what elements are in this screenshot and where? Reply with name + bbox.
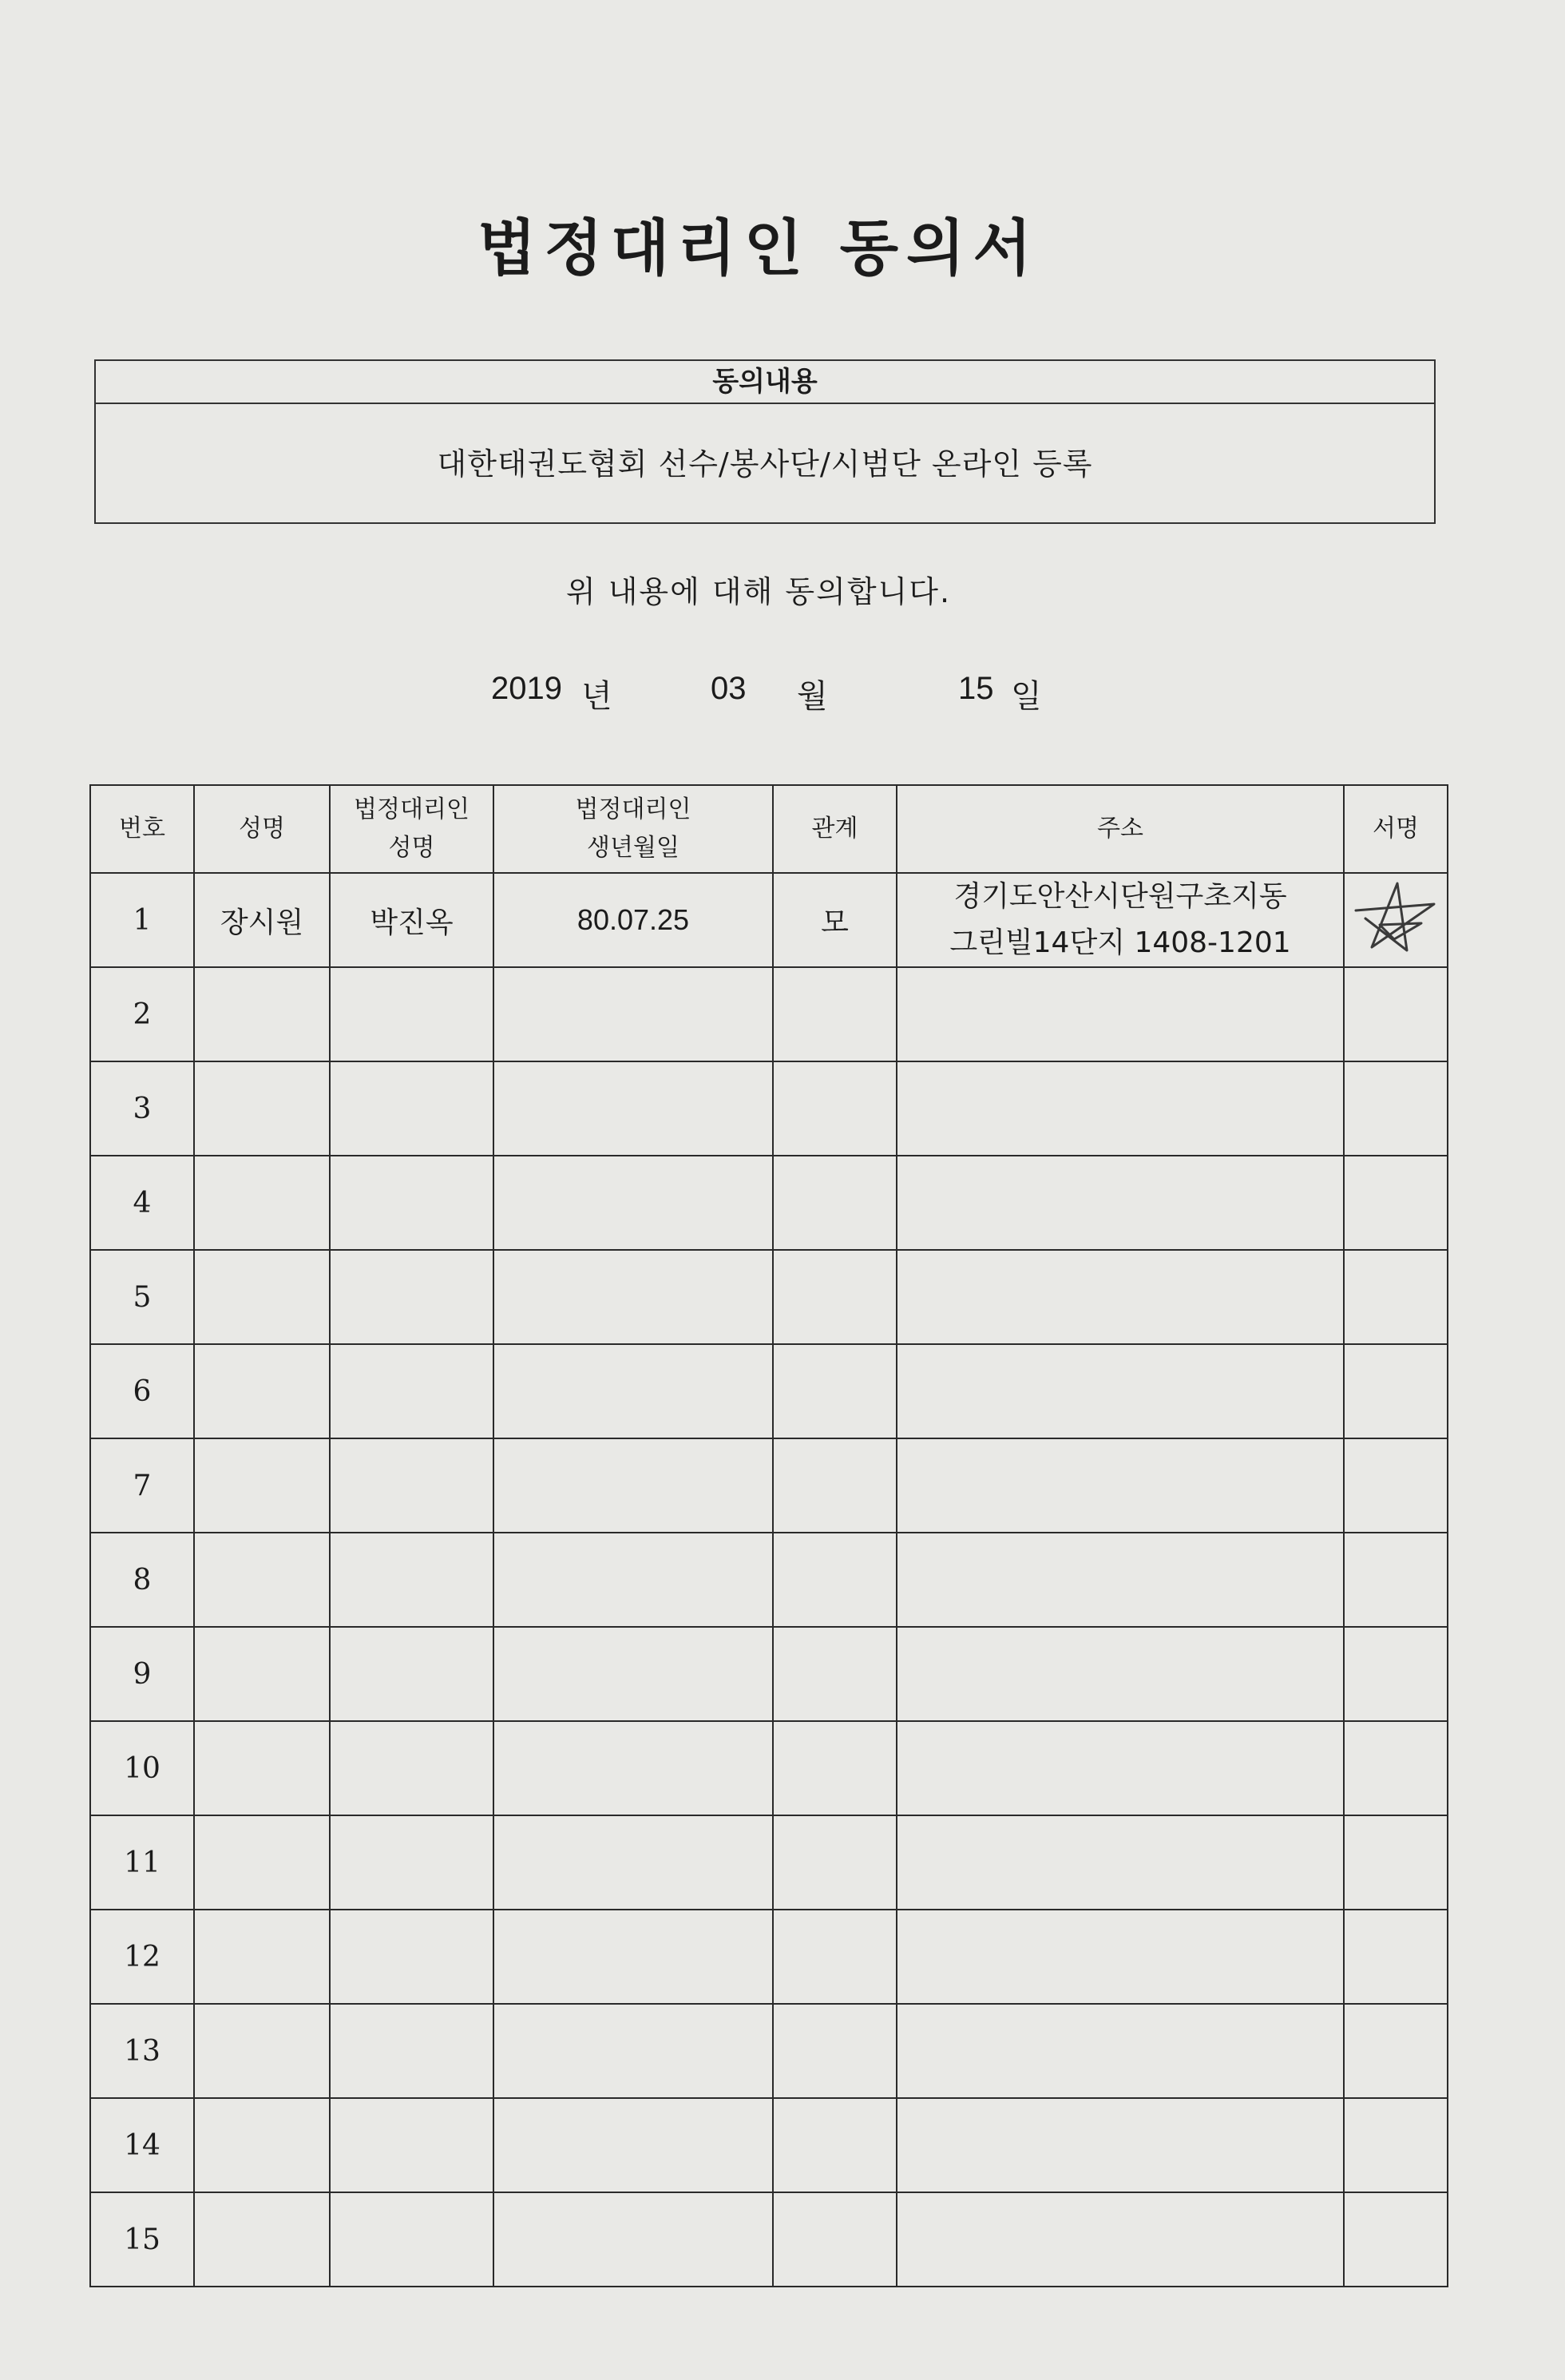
row-guardian-name [330, 1721, 493, 1815]
row-signature [1344, 967, 1448, 1061]
row-signature [1344, 1438, 1448, 1533]
table-header-row [90, 785, 1448, 873]
row-guardian-birth [493, 967, 773, 1061]
row-guardian-birth [493, 1344, 773, 1438]
row-guardian-name [330, 1910, 493, 2004]
header-guardian-name [330, 785, 493, 873]
row-name [194, 1061, 330, 1156]
row-guardian-name [330, 967, 493, 1061]
row-guardian-name [330, 1627, 493, 1721]
header-guardian-birth-line2: 생년월일 [587, 834, 679, 862]
row-address [897, 873, 1344, 967]
row-number: 6 [90, 1344, 194, 1438]
row-signature [1344, 2004, 1448, 2098]
row-guardian-name [330, 1438, 493, 1533]
row-address [897, 1156, 1344, 1250]
row-number: 4 [90, 1156, 194, 1250]
row-address [897, 2192, 1344, 2287]
row-address [897, 2098, 1344, 2192]
row-relation [773, 1438, 897, 1533]
row-number: 15 [90, 2192, 194, 2287]
row-name [194, 1910, 330, 2004]
consent-box [94, 359, 1436, 524]
row-address [897, 1627, 1344, 1721]
row-number: 9 [90, 1627, 194, 1721]
row-relation [773, 1910, 897, 2004]
table-row [90, 1344, 1448, 1438]
header-signature: 서명 [1344, 785, 1448, 873]
date-day: 15 [958, 671, 994, 706]
row-guardian-birth [493, 2098, 773, 2192]
row-relation [773, 1344, 897, 1438]
row-relation [773, 1533, 897, 1627]
row-signature [1344, 1721, 1448, 1815]
row-relation: 모 [773, 873, 897, 967]
header-number: 번호 [90, 785, 194, 873]
date-year-unit: 년 [581, 679, 612, 714]
row-number: 1 [90, 873, 194, 967]
row-guardian-birth [493, 1250, 773, 1344]
row-number: 7 [90, 1438, 194, 1533]
row-relation [773, 1627, 897, 1721]
row-number: 13 [90, 2004, 194, 2098]
header-address: 주소 [897, 785, 1344, 873]
row-guardian-birth [493, 1910, 773, 2004]
header-name: 성명 [194, 785, 330, 873]
row-address-line2: 그린빌14단지 1408-1201 [949, 926, 1291, 959]
row-name [194, 1815, 330, 1910]
row-address [897, 1533, 1344, 1627]
row-signature [1344, 1533, 1448, 1627]
row-relation [773, 2098, 897, 2192]
row-guardian-name [330, 2192, 493, 2287]
row-relation [773, 1250, 897, 1344]
row-guardian-name [330, 1344, 493, 1438]
row-address [897, 1061, 1344, 1156]
row-signature [1344, 1156, 1448, 1250]
date-month: 03 [711, 671, 747, 706]
row-number: 14 [90, 2098, 194, 2192]
row-name [194, 2098, 330, 2192]
consent-content: 대한태권도협회 선수/봉사단/시범단 온라인 등록 [437, 446, 1093, 482]
row-address [897, 2004, 1344, 2098]
date-month-unit: 월 [797, 679, 828, 714]
table-row [90, 1156, 1448, 1250]
row-guardian-birth [493, 1533, 773, 1627]
table-row [90, 1627, 1448, 1721]
row-number: 10 [90, 1721, 194, 1815]
consent-header: 동의내용 [96, 361, 1434, 404]
date-year: 2019 [491, 671, 562, 706]
table-row [90, 2192, 1448, 2287]
row-signature [1344, 1061, 1448, 1156]
row-relation [773, 1721, 897, 1815]
table-row [90, 873, 1448, 967]
row-address [897, 1344, 1344, 1438]
table-row [90, 1815, 1448, 1910]
row-guardian-name [330, 1156, 493, 1250]
row-signature [1344, 2098, 1448, 2192]
row-number: 2 [90, 967, 194, 1061]
row-address [897, 967, 1344, 1061]
table-row [90, 1533, 1448, 1627]
row-guardian-name [330, 2098, 493, 2192]
row-guardian-name: 박진옥 [330, 873, 493, 967]
form-title: 법정대리인 동의서 [477, 212, 1040, 284]
row-signature [1344, 2192, 1448, 2287]
row-address [897, 1910, 1344, 2004]
row-signature [1344, 1910, 1448, 2004]
row-number: 8 [90, 1533, 194, 1627]
row-name [194, 1250, 330, 1344]
row-name [194, 1156, 330, 1250]
row-name [194, 1533, 330, 1627]
row-guardian-birth: 80.07.25 [493, 873, 773, 967]
date-day-unit: 일 [1011, 679, 1042, 714]
row-name [194, 2004, 330, 2098]
row-name [194, 2192, 330, 2287]
handwritten-signature-icon [1348, 877, 1444, 957]
row-relation [773, 1815, 897, 1910]
row-guardian-birth [493, 2004, 773, 2098]
row-guardian-name [330, 1061, 493, 1156]
table-row [90, 2098, 1448, 2192]
header-guardian-birth-line1: 법정대리인 [575, 795, 691, 823]
row-guardian-birth [493, 1438, 773, 1533]
row-signature [1344, 1815, 1448, 1910]
row-guardian-name [330, 1250, 493, 1344]
row-guardian-birth [493, 1156, 773, 1250]
row-relation [773, 1156, 897, 1250]
header-relation: 관계 [773, 785, 897, 873]
table-row [90, 967, 1448, 1061]
row-signature [1344, 873, 1448, 967]
row-guardian-birth [493, 1061, 773, 1156]
row-address [897, 1721, 1344, 1815]
row-number: 12 [90, 1910, 194, 2004]
row-guardian-birth [493, 1815, 773, 1910]
table-row [90, 1061, 1448, 1156]
agreement-statement: 위 내용에 대해 동의합니다. [565, 574, 952, 609]
row-name [194, 967, 330, 1061]
row-signature [1344, 1627, 1448, 1721]
header-guardian-name-line2: 성명 [388, 834, 435, 862]
row-guardian-name [330, 1533, 493, 1627]
header-guardian-birth [493, 785, 773, 873]
row-signature [1344, 1250, 1448, 1344]
row-guardian-birth [493, 1627, 773, 1721]
row-address-line1: 경기도안산시단원구초지동 [953, 880, 1287, 913]
table-row [90, 1910, 1448, 2004]
row-name [194, 1438, 330, 1533]
table-row [90, 1721, 1448, 1815]
row-address [897, 1815, 1344, 1910]
row-address [897, 1438, 1344, 1533]
row-name [194, 1627, 330, 1721]
row-number: 3 [90, 1061, 194, 1156]
row-address [897, 1250, 1344, 1344]
row-relation [773, 2004, 897, 2098]
row-guardian-name [330, 2004, 493, 2098]
row-relation [773, 2192, 897, 2287]
row-name: 장시원 [194, 873, 330, 967]
row-relation [773, 1061, 897, 1156]
row-signature [1344, 1344, 1448, 1438]
row-name [194, 1721, 330, 1815]
row-guardian-birth [493, 2192, 773, 2287]
row-number: 5 [90, 1250, 194, 1344]
row-number: 11 [90, 1815, 194, 1910]
table-row [90, 2004, 1448, 2098]
table-row [90, 1250, 1448, 1344]
row-guardian-birth [493, 1721, 773, 1815]
row-relation [773, 967, 897, 1061]
table-row [90, 1438, 1448, 1533]
row-guardian-name [330, 1815, 493, 1910]
header-guardian-name-line1: 법정대리인 [354, 795, 470, 823]
guardian-register-table [89, 784, 1448, 2287]
row-name [194, 1344, 330, 1438]
